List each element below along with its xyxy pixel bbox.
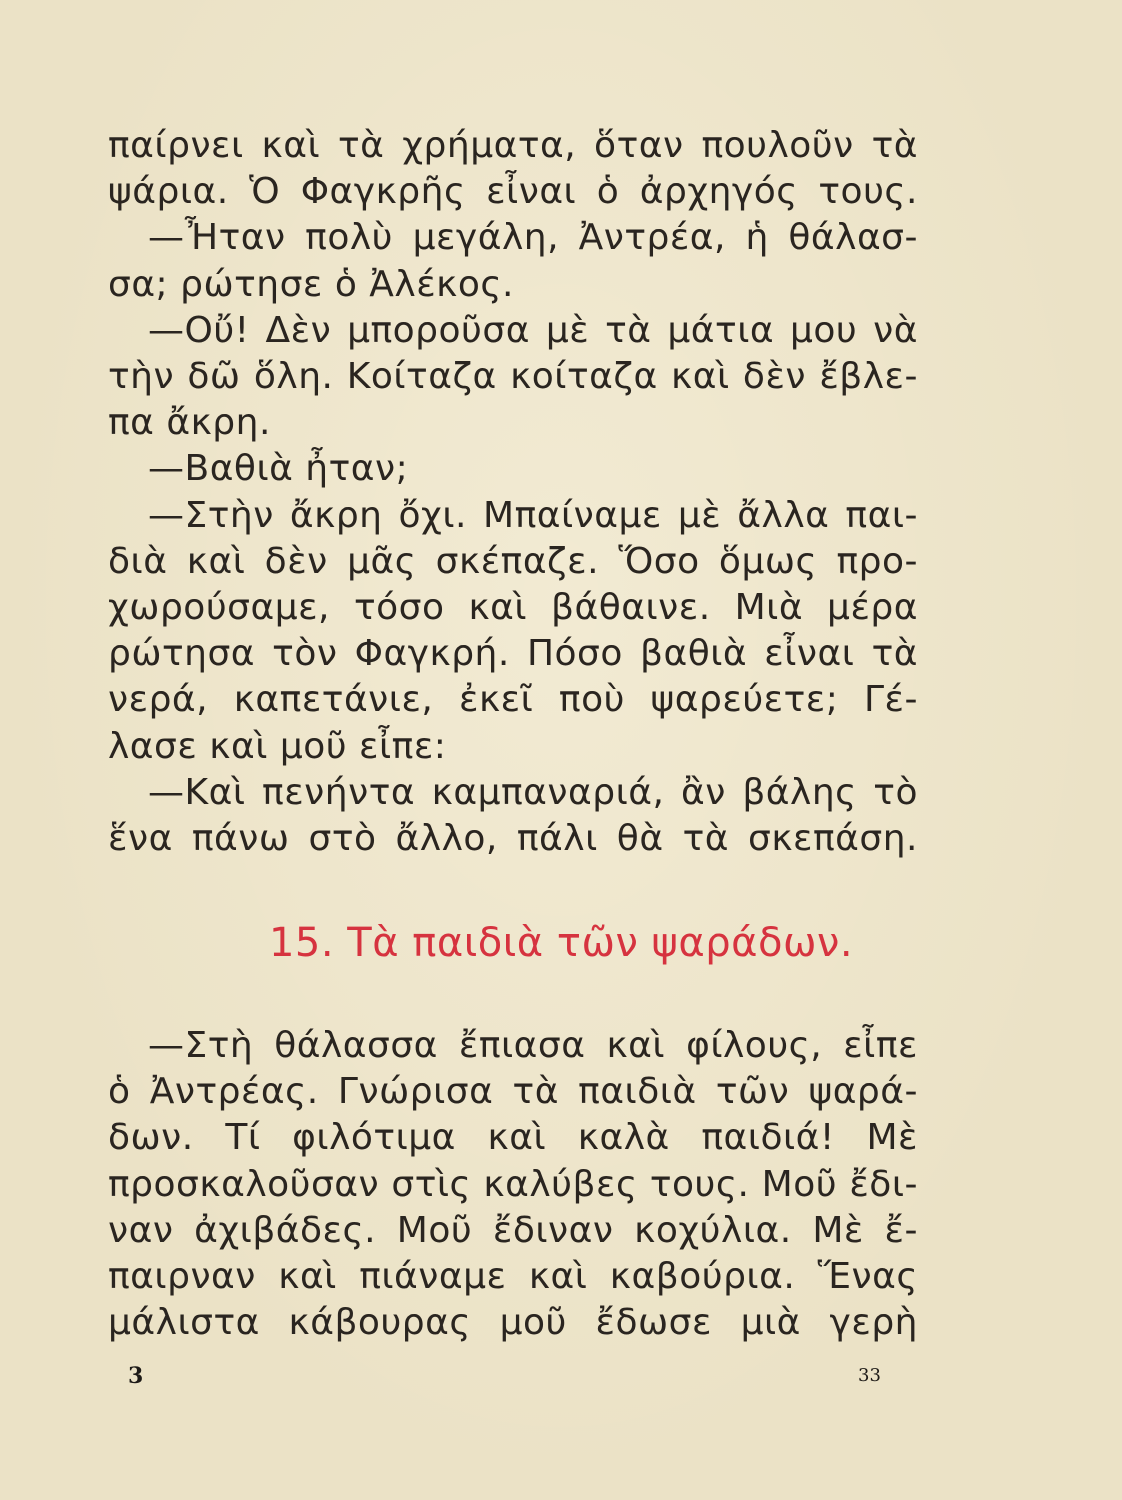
text-line: παιρναν καὶ πιάναμε καὶ καβούρια. Ἕνας: [108, 1256, 918, 1297]
text-line: παίρνει καὶ τὰ χρήματα, ὅταν πουλοῦν τὰ: [108, 125, 918, 166]
text-line: ρώτησα τὸν Φαγκρή. Πόσο βαθιὰ εἶναι τὰ: [108, 633, 918, 675]
text-line: —Ἦταν πολὺ μεγάλη, Ἀντρέα, ἡ θάλασ-: [148, 217, 918, 259]
text-line: μάλιστα κάβουρας μοῦ ἔδωσε μιὰ γερὴ: [108, 1302, 918, 1344]
text-line: —Καὶ πενήντα καμπαναριά, ἂν βάλης τὸ: [148, 771, 918, 813]
text-line: λασε καὶ μοῦ εἶπε:: [108, 725, 447, 767]
chapter-heading: 15. Τὰ παιδιὰ τῶν ψαράδων.: [268, 920, 854, 966]
text-line: —Στὴν ἄκρη ὄχι. Μπαίναμε μὲ ἄλλα παι-: [148, 494, 918, 536]
text-line: ναν ἀχιβάδες. Μοῦ ἔδιναν κοχύλια. Μὲ ἔ-: [108, 1209, 918, 1251]
text-line: χωρούσαμε, τόσο καὶ βάθαινε. Μιὰ μέρα: [108, 587, 918, 628]
text-line: ὁ Ἀντρέας. Γνώρισα τὰ παιδιὰ τῶν ψαρά-: [108, 1071, 918, 1113]
text-line: διὰ καὶ δὲν μᾶς σκέπαζε. Ὅσο ὅμως προ-: [108, 540, 918, 582]
text-line: —Οὔ! Δὲν μποροῦσα μὲ τὰ μάτια μου νὰ: [148, 309, 918, 351]
text-line: προσκαλοῦσαν στὶς καλύβες τους. Μοῦ ἔδι-: [108, 1163, 918, 1205]
text-line: δων. Τί φιλότιμα καὶ καλὰ παιδιά! Μὲ: [108, 1117, 918, 1159]
text-line: τὴν δῶ ὅλη. Κοίταζα κοίταζα καὶ δὲν ἔβλε-: [108, 356, 918, 397]
text-line: πα ἄκρη.: [108, 402, 271, 444]
text-line: —Βαθιὰ ἦταν;: [148, 448, 409, 490]
text-line: ἕνα πάνω στὸ ἄλλο, πάλι θὰ τὰ σκεπάση.: [108, 818, 918, 859]
signature-mark: 3: [128, 1363, 144, 1389]
page-number: 33: [858, 1365, 881, 1386]
text-line: ψάρια. Ὁ Φαγκρῆς εἶναι ὁ ἀρχηγός τους.: [108, 171, 918, 213]
text-line: σα; ρώτησε ὁ Ἀλέκος.: [108, 263, 514, 305]
text-line: νερά, καπετάνιε, ἐκεῖ ποὺ ψαρεύετε; Γέ-: [108, 679, 918, 721]
text-line: —Στὴ θάλασσα ἔπιασα καὶ φίλους, εἶπε: [148, 1025, 918, 1066]
